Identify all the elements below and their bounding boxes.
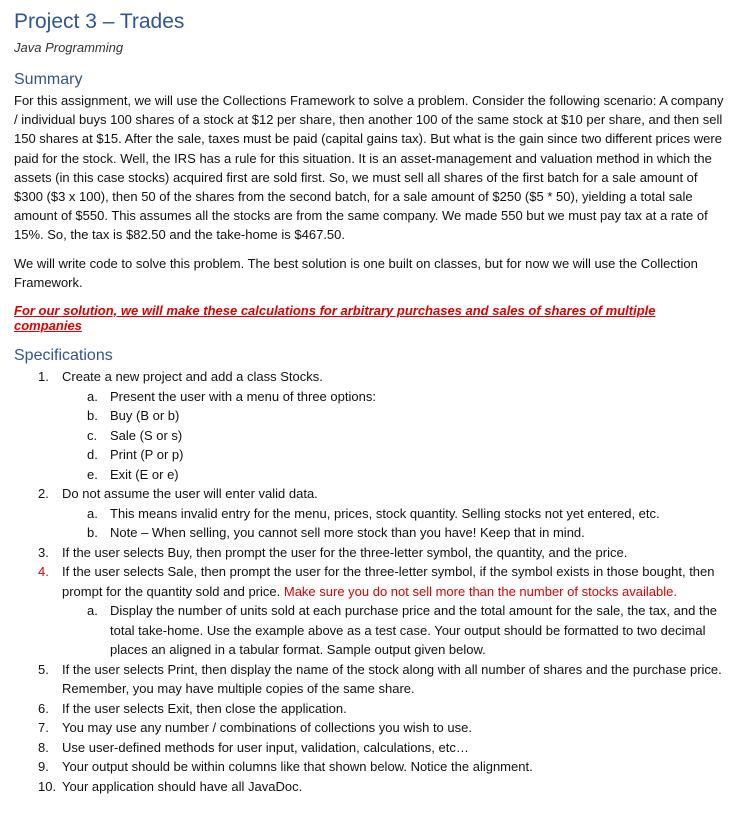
document-title: Project 3 – Trades (14, 10, 185, 33)
spec-number: 6. (38, 700, 49, 716)
spec-letter: b. (87, 408, 98, 424)
spec-item-2 (14, 484, 724, 504)
spec-item-7 (14, 718, 724, 738)
spec-number: 10. (38, 778, 57, 794)
spec-letter: d. (87, 447, 98, 463)
spec-text: Display the number of units sold at each purchase price and the total amount for the sale, the tax, and the total take-home. Use the example above as a test case. Your output should be formatted to two decimal places an aligned in a tabular format. Sample output given below. (110, 603, 718, 658)
specifications-list (14, 367, 724, 796)
spec-text: If the user selects Exit, then close the application. (62, 700, 347, 716)
spec-warning-text: Make sure you do not sell more than the number of stocks available. (283, 583, 677, 599)
spec-text: Your output should be within columns like that shown below. Notice the alignment. (62, 759, 533, 775)
spec-item-4a (14, 601, 724, 660)
spec-letter: a. (87, 505, 98, 521)
spec-text: Create a new project and add a class Stocks. (62, 369, 323, 385)
spec-text: Print (P or p) (110, 447, 184, 463)
spec-text: Present the user with a menu of three options: (110, 388, 376, 404)
spec-text: Buy (B or b) (110, 408, 180, 424)
spec-item-1c (14, 426, 724, 446)
spec-item-8 (14, 738, 724, 758)
spec-text: Exit (E or e) (110, 466, 179, 482)
spec-text: You may use any number / combinations of collections you wish to use. (62, 720, 472, 736)
spec-item-2b (14, 523, 724, 543)
document-subtitle: Java Programming (14, 40, 124, 55)
spec-text: Sale (S or s) (110, 427, 183, 443)
spec-number: 3. (38, 544, 49, 560)
spec-letter: a. (87, 388, 98, 404)
spec-item-1b (14, 406, 724, 426)
spec-letter: c. (87, 427, 98, 443)
spec-item-10 (14, 777, 724, 797)
spec-item-4 (14, 562, 724, 601)
spec-item-1a (14, 387, 724, 407)
summary-heading: Summary (14, 71, 83, 88)
spec-number: 5. (38, 661, 49, 677)
emphasis-note: For our solution, we will make these calculations for arbitrary purchases and sales of shares of multiple companies (14, 303, 656, 334)
spec-text: Note – When selling, you cannot sell more stock than you have! Keep that in mind. (110, 525, 585, 541)
spec-number: 9. (38, 759, 49, 775)
spec-item-9 (14, 757, 724, 777)
spec-item-1d (14, 445, 724, 465)
spec-item-2a (14, 504, 724, 524)
spec-number: 2. (38, 486, 49, 502)
spec-item-3 (14, 543, 724, 563)
spec-item-5 (14, 660, 724, 699)
spec-text: If the user selects Print, then display the name of the stock along with all number of shares and the purchase price. Remember, you may have multiple copies of the same share. (62, 661, 722, 697)
spec-text: Do not assume the user will enter valid data. (62, 486, 318, 502)
spec-text: If the user selects Sale, then prompt the user for the three-letter symbol, if the symbol exists in those bought, then prompt for the quantity sold and price. (62, 564, 715, 599)
summary-paragraph-2: We will write code to solve this problem. The best solution is one built on classes, but for now we will use the Collection Framework. (14, 255, 698, 290)
specifications-heading: Specifications (14, 347, 113, 365)
spec-item-1 (14, 367, 724, 387)
spec-item-1e (14, 465, 724, 485)
spec-text: This means invalid entry for the menu, prices, stock quantity. Selling stocks not yet entered, etc. (110, 505, 660, 521)
spec-text: If the user selects Buy, then prompt the user for the three-letter symbol, the quantity, and the price. (62, 544, 628, 560)
spec-number: 8. (38, 739, 49, 755)
spec-text: Your application should have all JavaDoc. (62, 778, 303, 794)
spec-item-6 (14, 699, 724, 719)
spec-number: 1. (38, 369, 49, 385)
spec-letter: e. (87, 466, 98, 482)
summary-paragraph-1: For this assignment, we will use the Collections Framework to solve a problem. Consider the following scenario: A company / individual buys 100 shares of a stock at $12 per share, then another 100 of the same stock at $10 per share, and then sell 150 shares at $15. After the sale, taxes must be paid (capital gains tax). But what is the gain since two different prices were paid for the stock. Well, the IRS has a rule for this situation. It is an asset-management and valuation method in which the assets (in this case stocks) acquired first are sold first. So, we must sell all shares of the first batch for a sale amount of $300 ($3 x 100), then 50 of the shares from the second batch, for a sale amount of $250 ($5 * 50), yielding a total sale amount of $550. This assumes all the stocks are from the same company. We made 550 but we must pay tax at a rate of 15%. So, the tax is $82.50 and the take-home is $467.50. (14, 93, 724, 243)
spec-text: Use user-defined methods for user input, validation, calculations, etc… (62, 739, 469, 755)
spec-letter: b. (87, 525, 98, 541)
spec-number: 7. (38, 720, 49, 736)
spec-number: 4. (38, 564, 49, 580)
spec-letter: a. (87, 603, 98, 619)
